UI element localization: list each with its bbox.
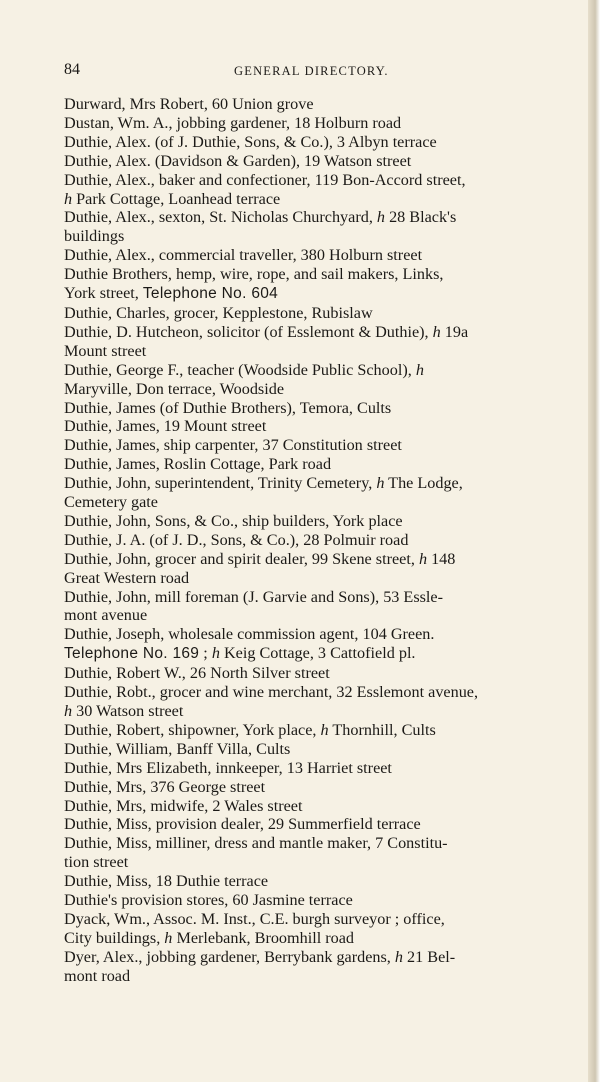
entry-continuation	[64, 644, 576, 664]
directory-entry	[64, 152, 576, 171]
entry-text: Duthie, Charles, grocer, Kepplestone, Rubislaw	[64, 303, 373, 322]
entry-continuation	[64, 284, 576, 304]
entry-text: Duthie, Robert, shipowner, York place,	[64, 720, 321, 739]
residence-marker: h	[211, 644, 220, 663]
directory-entry	[64, 361, 576, 399]
entry-text: The Lodge,	[384, 474, 463, 493]
entry-text: Duthie, Mrs, midwife, 2 Wales street	[64, 796, 303, 815]
directory-entry	[64, 474, 576, 512]
entry-text: buildings	[64, 227, 125, 246]
entry-continuation	[64, 189, 576, 209]
entry-continuation	[64, 379, 576, 399]
entry-text: Duthie, J. A. (of J. D., Sons, & Co.), 28 Polmuir road	[64, 530, 409, 549]
directory-entry	[64, 399, 576, 418]
directory-entry	[64, 625, 576, 664]
entry-text: mont road	[64, 966, 131, 985]
directory-entry	[64, 815, 576, 834]
directory-entry	[64, 246, 576, 265]
directory-entry	[64, 588, 576, 626]
residence-marker: h	[64, 189, 73, 208]
entry-text: Keig Cottage, 3 Cattofield pl.	[219, 644, 416, 663]
entry-text: Duthie, Alex. (of J. Duthie, Sons, & Co.), 3 Albyn terrace	[64, 132, 437, 151]
entry-text: Dyer, Alex., jobbing gardener, Berrybank gardens,	[64, 947, 395, 966]
directory-entry	[64, 171, 576, 209]
entry-continuation	[64, 853, 576, 872]
entry-text: Maryville, Don terrace, Woodside	[64, 379, 285, 398]
directory-entry	[64, 948, 576, 986]
residence-marker: h	[418, 549, 428, 568]
entry-text: Duthie, Miss, milliner, dress and mantle maker, 7 Constitu-	[64, 834, 448, 853]
entry-text: Duthie, James, 19 Mount street	[64, 417, 267, 436]
entry-text: Dyack, Wm., Assoc. M. Inst., C.E. burgh surveyor ; office,	[64, 909, 445, 928]
entry-text: Duthie, John, grocer and spirit dealer, 99 Skene street,	[64, 549, 419, 568]
directory-entry	[64, 797, 576, 816]
entry-text: Duthie, James, ship carpenter, 37 Constitution street	[64, 436, 402, 455]
entry-text: City buildings,	[64, 928, 165, 947]
entry-text: Duthie, William, Banff Villa, Cults	[64, 739, 291, 758]
page-number: 84	[64, 61, 80, 78]
residence-marker: h	[394, 947, 403, 966]
residence-marker: h	[432, 322, 441, 341]
directory-entry	[64, 114, 576, 133]
entry-text: Great Western road	[64, 568, 190, 587]
entry-text: Duthie, Robt., grocer and wine merchant, 32 Esslemont avenue,	[64, 683, 479, 702]
directory-entry	[64, 664, 576, 683]
entry-continuation	[64, 568, 576, 588]
entry-text: Duthie, Mrs, 376 George street	[64, 777, 266, 796]
residence-marker: h	[64, 702, 73, 720]
directory-entry	[64, 208, 576, 246]
directory-entry	[64, 834, 576, 872]
entry-text: Durward, Mrs Robert, 60 Union grove	[64, 95, 314, 113]
entry-text: 30 Watson street	[72, 702, 184, 720]
entry-text: mont avenue	[64, 606, 148, 625]
directory-entry	[64, 550, 576, 588]
directory-entry	[64, 133, 576, 152]
entry-text: Park Cottage, Loanhead terrace	[72, 189, 281, 208]
residence-marker: h	[415, 360, 424, 379]
entry-text: Duthie, D. Hutcheon, solicitor (of Esslemont & Duthie),	[64, 322, 433, 341]
directory-entry	[64, 95, 576, 114]
running-head: GENERAL DIRECTORY.	[234, 64, 389, 78]
directory-entry	[64, 910, 576, 948]
entry-text: Duthie, Alex., sexton, St. Nicholas Churchyard,	[64, 208, 377, 227]
directory-entry	[64, 265, 576, 304]
directory-entry	[64, 891, 576, 910]
directory-entries	[64, 95, 576, 986]
residence-marker: h	[320, 720, 329, 739]
entry-text: Mount street	[64, 341, 147, 360]
entry-text: Merlebank, Broomhill road	[172, 928, 355, 947]
entry-text: tion street	[64, 853, 129, 872]
directory-entry	[64, 683, 576, 721]
directory-entry	[64, 455, 576, 474]
entry-text: Duthie, Robert W., 26 North Silver street	[64, 664, 330, 683]
entry-text: Duthie, Alex. (Davidson & Garden), 19 Watson street	[64, 151, 412, 170]
directory-entry	[64, 323, 576, 361]
entry-text: Duthie Brothers, hemp, wire, rope, and sail makers, Links,	[64, 265, 444, 284]
directory-entry	[64, 531, 576, 550]
directory-entry	[64, 417, 576, 436]
entry-text: Duthie, John, superintendent, Trinity Cemetery,	[64, 474, 377, 493]
residence-marker: h	[376, 474, 385, 493]
directory-entry	[64, 759, 576, 778]
entry-text: Duthie, James (of Duthie Brothers), Temora, Cults	[64, 398, 392, 417]
entry-text: 148	[427, 549, 456, 568]
entry-continuation	[64, 493, 576, 512]
entry-text: 21 Bel-	[403, 947, 456, 966]
entry-text: Duthie, Mrs Elizabeth, innkeeper, 13 Harriet street	[64, 758, 392, 777]
entry-text: York street,	[64, 284, 143, 303]
telephone-number: Telephone No. 169	[64, 645, 200, 663]
entry-text: Duthie, George F., teacher (Woodside Public School),	[64, 360, 416, 379]
entry-text: Dustan, Wm. A., jobbing gardener, 18 Holburn road	[64, 113, 402, 132]
directory-entry	[64, 436, 576, 455]
entry-continuation	[64, 341, 576, 361]
entry-text: 28 Black's	[385, 208, 457, 227]
directory-entry	[64, 304, 576, 323]
directory-entry	[64, 740, 576, 759]
entry-text: Duthie, Joseph, wholesale commission agent, 104 Green.	[64, 625, 435, 644]
entry-continuation	[64, 702, 576, 721]
entry-text: Thornhill, Cults	[328, 720, 436, 739]
residence-marker: h	[376, 208, 386, 227]
residence-marker: h	[164, 928, 173, 947]
telephone-number: Telephone No. 604	[142, 285, 279, 303]
entry-text: Duthie, John, Sons, & Co., ship builders, York place	[64, 511, 403, 530]
directory-entry	[64, 721, 576, 740]
entry-text: Cemetery gate	[64, 493, 158, 512]
entry-continuation	[64, 606, 576, 625]
entry-text: Duthie, James, Roslin Cottage, Park road	[64, 455, 332, 474]
entry-text: 19a	[440, 322, 469, 341]
entry-text: Duthie, Alex., baker and confectioner, 119 Bon-Accord street,	[64, 170, 466, 189]
page-header	[0, 61, 600, 79]
entry-text: Duthie, John, mill foreman (J. Garvie and Sons), 53 Essle-	[64, 587, 443, 606]
directory-entry	[64, 872, 576, 891]
page-gutter	[588, 0, 600, 1082]
entry-text: Duthie, Alex., commercial traveller, 380 Holburn street	[64, 246, 423, 265]
entry-text: Duthie's provision stores, 60 Jasmine terrace	[64, 891, 353, 910]
directory-entry	[64, 512, 576, 531]
entry-text: Duthie, Miss, 18 Duthie terrace	[64, 872, 269, 891]
directory-entry	[64, 778, 576, 797]
entry-text: ;	[199, 644, 212, 663]
entry-continuation	[64, 928, 576, 948]
entry-continuation	[64, 966, 576, 986]
entry-text: Duthie, Miss, provision dealer, 29 Summerfield terrace	[64, 815, 421, 834]
entry-continuation	[64, 227, 576, 246]
